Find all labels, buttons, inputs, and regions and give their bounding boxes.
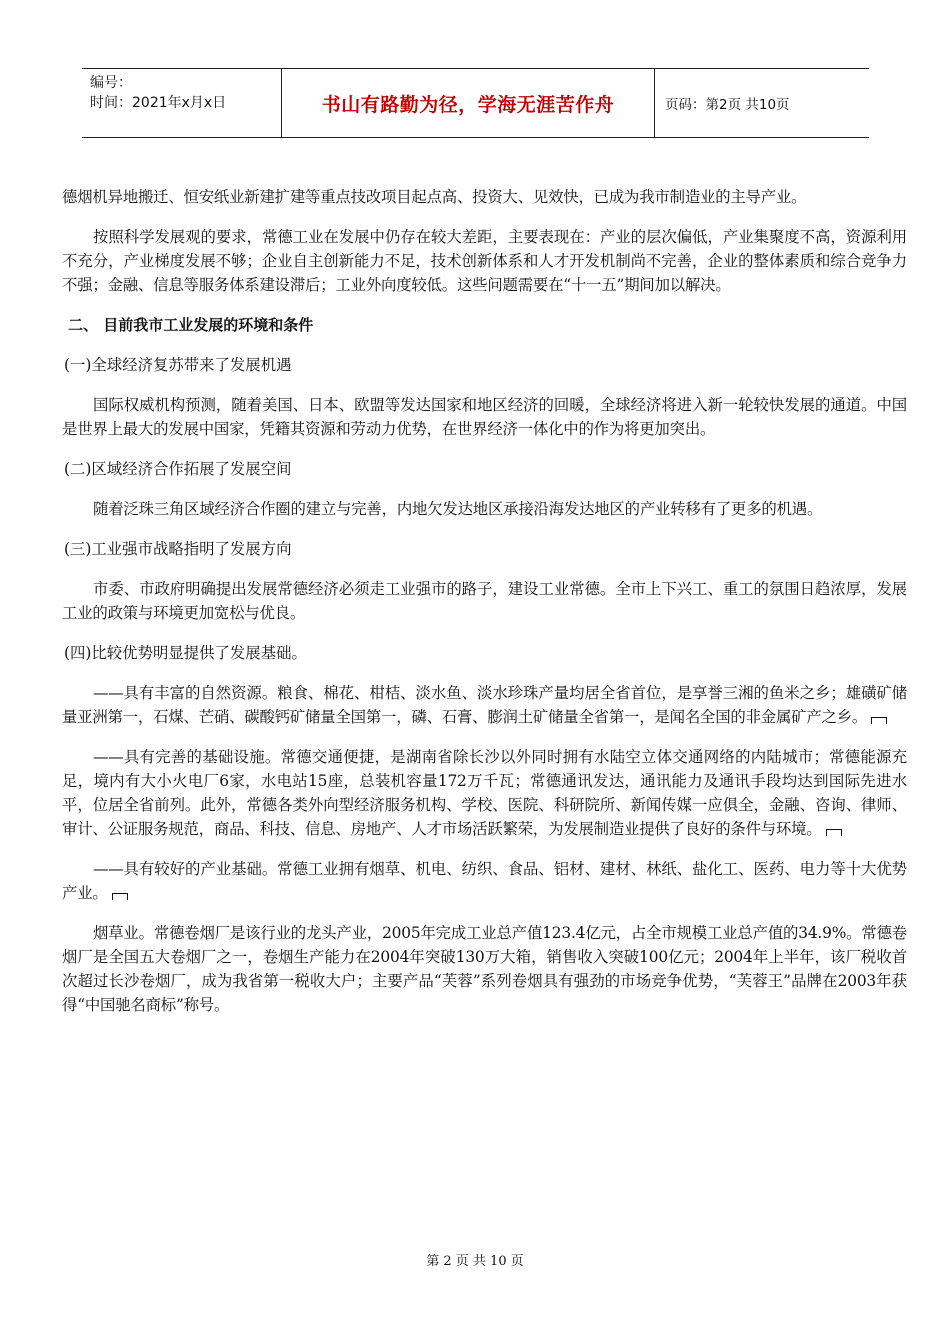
paragraph-2: 按照科学发展观的要求，常德工业在发展中仍存在较大差距，主要表现在：产业的层次偏低，产业集聚度不高，资源利用不充分，产业梯度发展不够；企业自主创新能力不足，技术创新体系和人才开发机制尚不完善，企业的整体素质和综合竞争力不强；金融、信息等服务体系建设滞后；工业外向度较低。这些问题需要在“十一五”期间加以解决。 [62,228,907,294]
paragraph-5: 市委、市政府明确提出发展常德经济必须走工业强市的路子，建设工业常德。全市上下兴工、重工的氛围日趋浓厚，发展工业的政策与环境更加宽松与优良。 [62,580,907,622]
subsection-3-heading: (三)工业强市战略指明了发展方向 [64,540,292,558]
paragraph-7-text: ——具有完善的基础设施。常德交通便捷，是湖南省除长沙以外同时拥有水陆空立体交通网络的内陆城市；常德能源充足，境内有大小火电厂6家，水电站15座，总装机容量172万千瓦；常德通讯发达，通讯能力及通讯手段均达到国际先进水平，位居全省前列。此外，常德各类外向型经济服务机构、学校、医院、科研院所、新闻传媒一应俱全，金融、咨询、律师、审计、公证服务规范，商品、科技、信息、房地产、人才市场活跃繁荣，为发展制造业提供了良好的条件与环境。 [62,748,907,838]
subsection-2-heading: (二)区域经济合作拓展了发展空间 [64,460,292,478]
paragraph-8-text: ——具有较好的产业基础。常德工业拥有烟草、机电、纺织、食品、铝材、建材、林纸、盐化工、医药、电力等十大优势产业。 [62,860,907,902]
header-meta [82,69,282,137]
header-date-label: 时间：2021年x月x日 [90,95,227,111]
header-number-label: 编号： [90,75,132,91]
header-page-label: 页码：第2页 共10页 [665,97,790,113]
paragraph-mark-icon [112,893,128,900]
subsection-1-heading: (一)全球经济复苏带来了发展机遇 [64,356,292,374]
paragraph-7 [62,745,907,841]
paragraph-4: 随着泛珠三角区域经济合作圈的建立与完善，内地欠发达地区承接沿海发达地区的产业转移有了更多的机遇。 [93,500,823,518]
paragraph-6-text: ——具有丰富的自然资源。粮食、棉花、柑桔、淡水鱼、淡水珍珠产量均居全省首位，是享誉三湘的鱼米之乡；雄磺矿储量亚洲第一，石煤、芒硝、碳酸钙矿储量全国第一，磷、石膏、膨润土矿储量全省第一，是闻名全国的非金属矿产之乡。 [62,684,907,726]
paragraph-6 [62,681,907,729]
subsection-4-heading: (四)比较优势明显提供了发展基础。 [64,644,307,662]
paragraph-9: 烟草业。常德卷烟厂是该行业的龙头产业，2005年完成工业总产值123.4亿元，占全市规模工业总产值的34.9%。常德卷烟厂是全国五大卷烟厂之一，卷烟生产能力在2004年突破130万大箱，销售收入突破100亿元；2004年上半年，该厂税收首次超过长沙卷烟厂，成为我省第一税收大户；主要产品“芙蓉”系列卷烟具有强劲的市场竞争优势，“芙蓉王”品牌在2003年获得“中国驰名商标”称号。 [62,924,907,1014]
paragraph-3: 国际权威机构预测，随着美国、日本、欧盟等发达国家和地区经济的回暖，全球经济将进入新一轮较快发展的通道。中国是世界上最大的发展中国家，凭籍其资源和劳动力优势，在世界经济一体化中的作为将更加突出。 [62,396,907,438]
page-footer: 第 2 页 共 10 页 [426,1254,524,1269]
paragraph-mark-icon [871,717,887,724]
header-motto: 书山有路勤为径，学海无涯苦作舟 [282,69,655,137]
paragraph-1: 德烟机异地搬迁、恒安纸业新建扩建等重点技改项目起点高、投资大、见效快，已成为我市制造业的主导产业。 [62,188,807,206]
section-heading: 二、 目前我市工业发展的环境和条件 [68,316,314,334]
paragraph-8 [62,857,907,905]
paragraph-mark-icon [826,829,842,836]
document-body [62,185,907,1033]
page-header [82,68,869,138]
